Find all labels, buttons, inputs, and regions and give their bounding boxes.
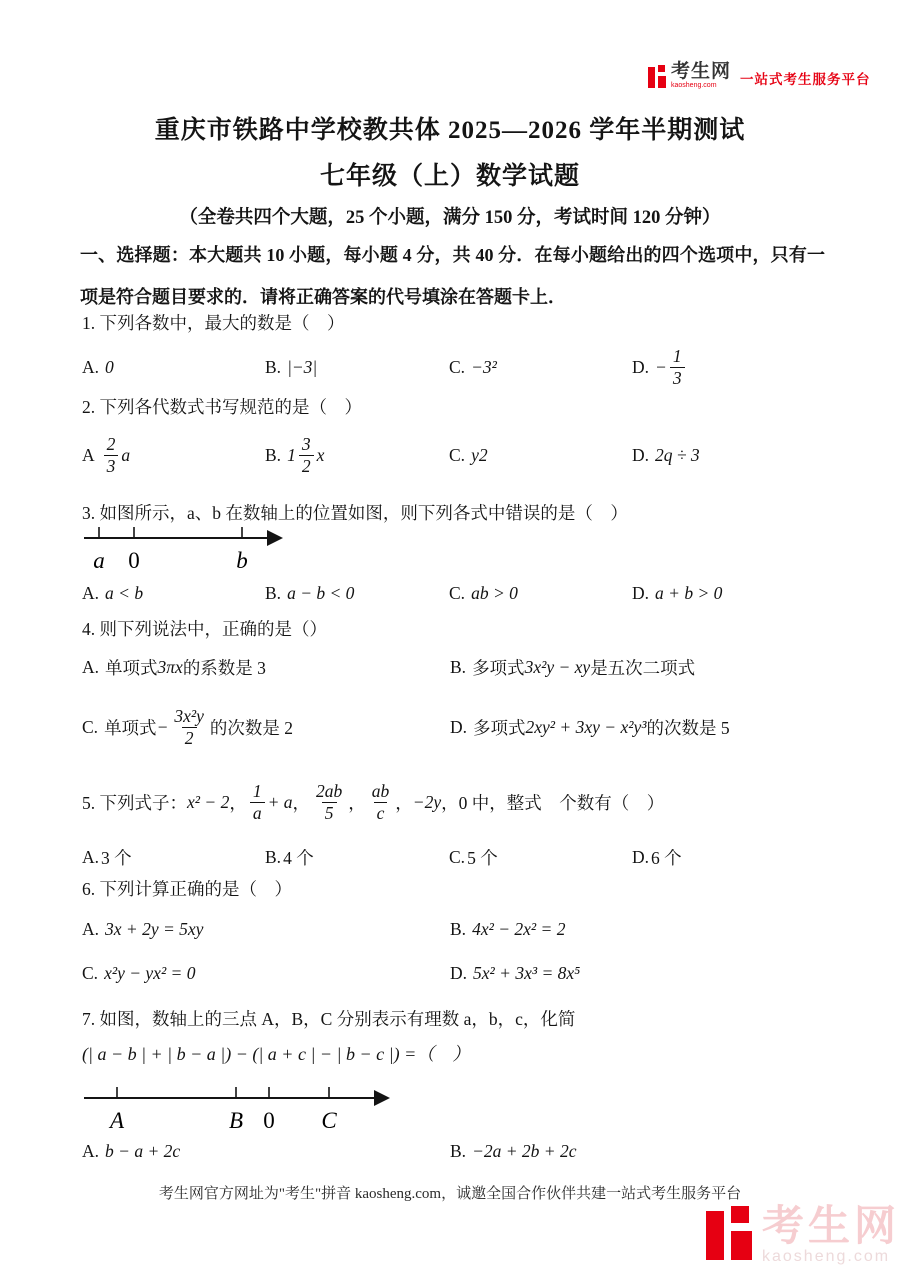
question-4-stem: 4. 则下列说法中，正确的是（）: [82, 619, 327, 639]
question-2-options: [82, 418, 852, 492]
q3-nl-label-0: 0: [128, 548, 140, 573]
question-1-options: [82, 336, 852, 398]
fraction: $\frac{2ab}{5}$: [316, 781, 343, 823]
page-subtitle: 七年级（上）数学试题: [319, 163, 580, 190]
q6-option-a: A. 3x + 2y = 5xy: [82, 918, 204, 939]
q7-number-line: [84, 1082, 399, 1140]
logo-tagline: 一站式考生服务平台: [740, 72, 871, 87]
question-4-options-cd: [82, 694, 852, 760]
question-4-options-ab: [82, 652, 852, 682]
question-6-options-cd: [82, 956, 852, 990]
q5-option-c: C. 5 个: [449, 846, 498, 868]
kaosheng-logo: [648, 62, 871, 90]
fraction: $\frac{1}{a}$: [250, 781, 265, 822]
question-1-stem: 1. 下列各数中，最大的数是（ ）: [82, 313, 345, 333]
arrow-right-icon: [374, 1090, 390, 1106]
question-3-stem: 3. 如图所示，a、b 在数轴上的位置如图，则下列各式中错误的是（ ）: [82, 503, 628, 523]
q6-option-b: B. 4x² − 2x² = 2: [450, 918, 566, 939]
question-6-options-ab: [82, 912, 852, 946]
logo-text-block: [671, 62, 731, 90]
q4-option-c: C. 单项式 − $\frac{\text{3x²y}}{2}$ 的次数是 2: [82, 706, 294, 748]
question-7-stem: 7. 如图，数轴上的三点 A，B，C 分别表示有理数 a，b，c，化简: [82, 1009, 576, 1029]
q7-nl-label-0: 0: [263, 1108, 275, 1133]
q3-option-d: D. a + b > 0: [632, 582, 723, 603]
logo-brand-name: 考生网: [671, 61, 732, 82]
fraction: $\frac{2}{3}$: [104, 434, 119, 475]
question-3-options: [82, 578, 852, 608]
question-6-stem: 6. 下列计算正确的是（ ）: [82, 879, 292, 899]
q1-option-b: B. |−3|: [265, 356, 318, 377]
q7-option-b: B. −2a + 2b + 2c: [450, 1140, 577, 1161]
q2-option-b: B. 1 $\frac{3}{2}$ x: [265, 434, 325, 476]
question-7-options-ab: [82, 1136, 852, 1166]
q5-option-b: B. 4 个: [265, 846, 314, 868]
q5-option-d: D. 6 个: [632, 846, 682, 868]
q3-number-line: [84, 522, 294, 580]
question-5-stem: 5. 下列式子： x² − 2 ， $\frac{1}{a}$ + a ， $\frac{2ab}{5}$ ， $\frac{ab}{c}$ ， −2y ，0 中，整式 个数有（ ）: [82, 781, 665, 823]
question-7-formula: (| a − b | + | b − a |) − (| a + c | − | b − c |) =（ ）: [82, 1044, 471, 1064]
q2-option-c: C. y2: [449, 444, 488, 465]
q1-option-d: D. − $\frac{1}{3}$: [632, 336, 688, 398]
q7-nl-label-A: A: [109, 1108, 125, 1133]
arrow-right-icon: [267, 530, 283, 546]
q6-option-c: C. x²y − yx² = 0: [82, 962, 196, 983]
q1-option-c: C. −3²: [449, 356, 497, 377]
fraction: $\frac{\text{3x²y}}{2}$: [174, 706, 204, 748]
q2-option-a: A $\frac{2}{3}$ a: [82, 434, 131, 476]
q3-option-c: C. ab > 0: [449, 582, 518, 603]
kaosheng-logo-icon: [648, 65, 666, 88]
q7-nl-label-C: C: [321, 1108, 337, 1133]
q6-option-d: D. 5x² + 3x³ = 8x⁵: [450, 962, 581, 983]
watermark-domain: kaosheng.com: [762, 1248, 891, 1265]
q4-option-a: A. 单项式 3πx 的系数是 3: [82, 656, 266, 678]
q3-nl-label-a: a: [93, 548, 105, 573]
watermark-text-block: [762, 1202, 900, 1266]
kaosheng-watermark-icon: [706, 1206, 752, 1260]
q7-nl-label-B: B: [228, 1108, 244, 1133]
question-5-options: [82, 842, 852, 872]
fraction: $\frac{ab}{c}$: [371, 781, 390, 823]
q4-option-b: B. 多项式 3x²y − xy 是五次二项式: [450, 656, 696, 678]
q2-option-d: D. 2q ÷ 3: [632, 444, 700, 465]
q1-option-a: A. 0: [82, 356, 114, 377]
fraction: $\frac{1}{3}$: [670, 346, 685, 387]
logo-domain: kaosheng.com: [671, 82, 717, 89]
watermark-brand-name: 考生网: [762, 1202, 900, 1249]
kaosheng-watermark: [706, 1202, 900, 1266]
page-title: 重庆市铁路中学校教共体 2025—2026 学年半期测试: [154, 117, 746, 144]
q3-option-b: B. a − b < 0: [265, 582, 355, 603]
footer-text: 考生网官方网址为"考生"拼音 kaosheng.com，诚邀全国合作伙伴共建一站式考生服务平台: [158, 1186, 742, 1202]
q5-option-a: A. 3 个: [82, 846, 132, 868]
question-2-stem: 2. 下列各代数式书写规范的是（ ）: [82, 397, 362, 417]
section-1-heading: 一、选择题：本大题共 10 小题，每小题 4 分，共 40 分．在每小题给出的四个选项中，只有一项是符合题目要求的．请将正确答案的代号填涂在答题卡上．: [80, 245, 825, 307]
fraction: $\frac{3}{2}$: [299, 434, 314, 475]
exam-info-line: （全卷共四个大题，25 个小题，满分 150 分，考试时间 120 分钟）: [179, 208, 721, 228]
q4-option-d: D. 多项式 2xy² + 3xy − x²y³ 的次数是 5: [450, 716, 730, 738]
q3-option-a: A. a < b: [82, 582, 144, 603]
q3-nl-label-b: b: [236, 548, 248, 573]
q7-option-a: A. b − a + 2c: [82, 1140, 181, 1161]
